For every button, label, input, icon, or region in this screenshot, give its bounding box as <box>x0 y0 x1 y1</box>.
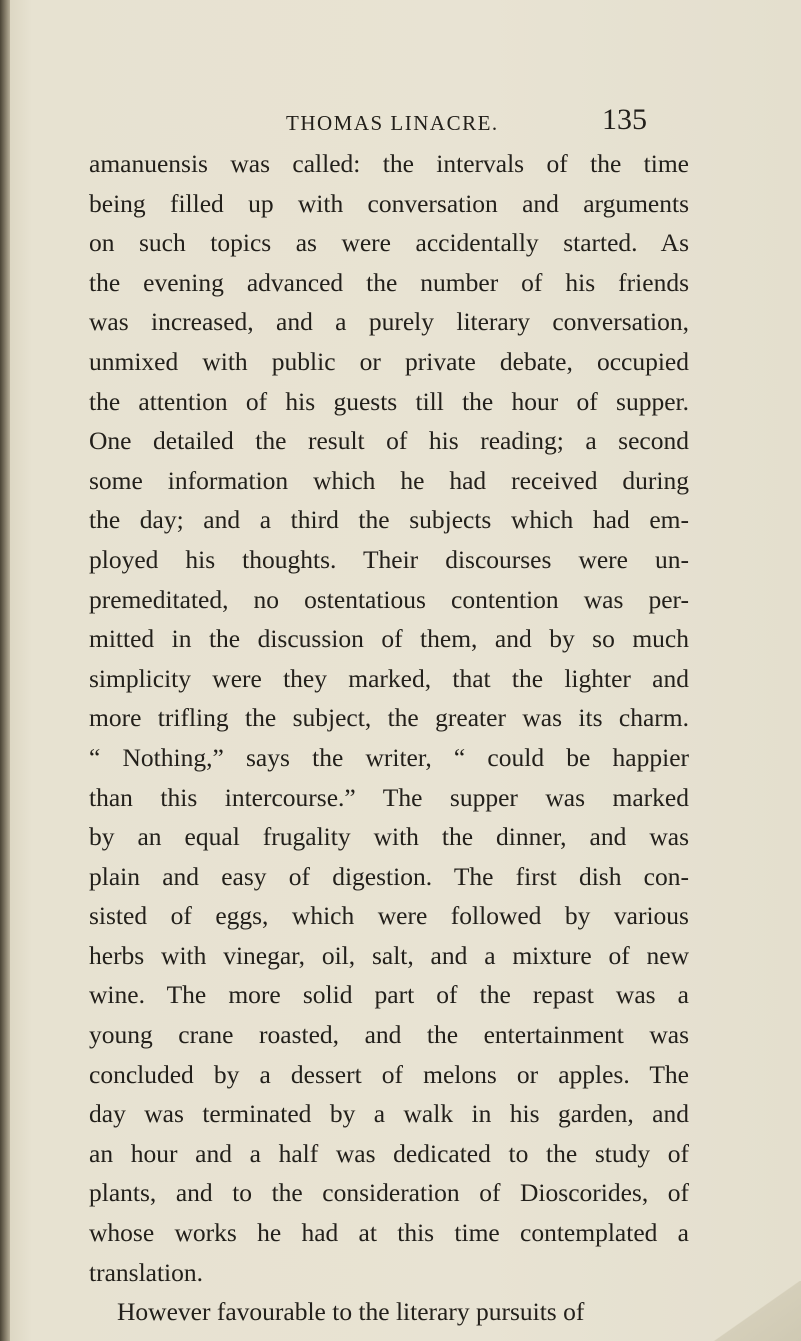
text-line: young crane roasted, and the entertainment was <box>89 1020 689 1050</box>
text-line: whose works he had at this time contemplated a <box>89 1218 689 1248</box>
running-head <box>0 103 801 143</box>
text-line: being filled up with conversation and arguments <box>89 188 689 218</box>
running-title: THOMAS LINACRE. <box>286 111 499 135</box>
text-line: sisted of eggs, which were followed by various <box>89 901 689 931</box>
text-line: mitted in the discussion of them, and by so much <box>89 624 689 654</box>
text-line: by an equal frugality with the dinner, and was <box>89 822 689 852</box>
text-line: wine. The more solid part of the repast was a <box>89 980 689 1010</box>
text-line: One detailed the result of his reading; a second <box>89 426 689 456</box>
page-corner <box>711 1281 801 1341</box>
text-line: some information which he had received during <box>89 465 689 495</box>
text-line: plants, and to the consideration of Dioscorides, of <box>89 1178 689 1208</box>
text-line: day was terminated by a walk in his garden, and <box>89 1099 689 1129</box>
text-line: amanuensis was called: the intervals of the time <box>89 149 689 178</box>
text-line: the attention of his guests till the hour of supper. <box>89 386 689 416</box>
text-line: premeditated, no ostentatious contention was per- <box>89 584 689 614</box>
text-line: ployed his thoughts. Their discourses were un- <box>89 544 689 574</box>
page-number: 135 <box>602 103 647 136</box>
text-line: more trifling the subject, the greater was its charm. <box>89 703 689 733</box>
text-line: the evening advanced the number of his friends <box>89 267 689 297</box>
text-line: an hour and a half was dedicated to the study of <box>89 1138 689 1168</box>
text-line: the day; and a third the subjects which had em- <box>89 505 689 535</box>
page-gutter-edge <box>0 0 10 1341</box>
text-line: than this intercourse.” The supper was marked <box>89 782 689 812</box>
body-text <box>89 144 689 1332</box>
text-line: concluded by a dessert of melons or apples. The <box>89 1059 689 1089</box>
text-line: unmixed with public or private debate, occupied <box>89 346 689 376</box>
text-line: translation. <box>89 1257 204 1287</box>
text-line: However favourable to the literary pursuits of <box>117 1297 585 1327</box>
text-line: “ Nothing,” says the writer, “ could be happier <box>89 742 689 772</box>
text-line: was increased, and a purely literary conversation, <box>89 307 689 337</box>
text-line: herbs with vinegar, oil, salt, and a mixture of new <box>89 940 689 970</box>
text-line: on such topics as were accidentally started. As <box>89 228 689 258</box>
text-line: simplicity were they marked, that the lighter and <box>89 663 689 693</box>
text-line: plain and easy of digestion. The first dish con- <box>89 861 689 891</box>
